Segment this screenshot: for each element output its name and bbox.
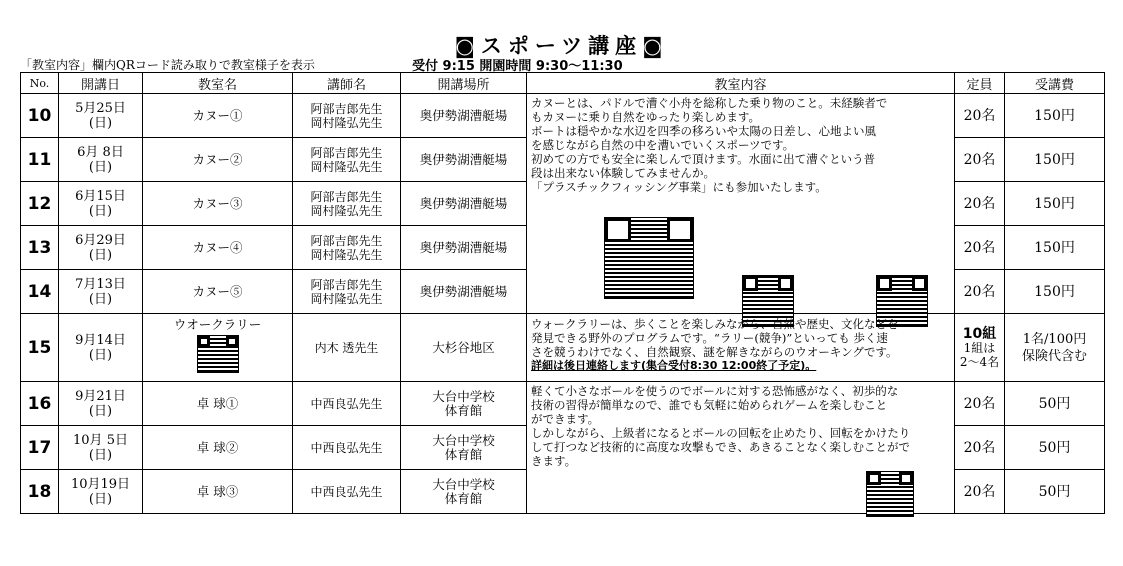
row-class-name: [143, 314, 293, 382]
row-fee: 150円: [1005, 138, 1105, 182]
row-no: 18: [21, 470, 59, 514]
row-place: 奥伊勢湖漕艇場: [401, 226, 527, 270]
teacher-1: 阿部吉郎先生: [310, 277, 383, 292]
desc-line: 「プラスチックフィッシング事業」にも参加いたします。: [531, 180, 827, 194]
teacher-2: 岡村隆弘先生: [310, 159, 383, 174]
teacher-2: 岡村隆弘先生: [310, 247, 383, 262]
row-class-name: カヌー③: [143, 182, 293, 226]
col-teacher: 講師名: [293, 73, 401, 94]
row-capacity: [955, 314, 1005, 382]
row-date: [59, 270, 143, 314]
table-row: [21, 314, 1105, 382]
place-1: 大台中学校: [432, 476, 495, 492]
teacher-1: 阿部吉郎先生: [310, 233, 383, 248]
row-no: 11: [21, 138, 59, 182]
row-capacity: 20名: [955, 470, 1005, 514]
row-place: [401, 382, 527, 426]
pingpong-description: [527, 382, 955, 514]
qr-code-icon[interactable]: [198, 336, 238, 375]
row-capacity: 20名: [955, 94, 1005, 138]
row-teacher: [293, 182, 401, 226]
row-teacher: 中西良弘先生: [293, 470, 401, 514]
place-2: 体育館: [444, 402, 483, 418]
desc-line: 軽くて小さなボールを使うのでボールに対する恐怖感がなく、初歩的な: [531, 384, 899, 398]
row-teacher: [293, 226, 401, 270]
date-day: 9月14日: [75, 332, 126, 348]
row-fee: 150円: [1005, 94, 1105, 138]
row-teacher: 内木 透先生: [293, 314, 401, 382]
desc-line: さを競うわけでなく、自然観察、謎を解きながらのウオーキングです。: [531, 345, 898, 359]
canoe-description: [527, 94, 955, 314]
col-place: 開講場所: [401, 73, 527, 94]
row-class-name: カヌー①: [143, 94, 293, 138]
desc-note: 詳細は後日連絡します(集合受付8:30 12:00終了予定)。: [531, 359, 817, 372]
place-1: 大台中学校: [432, 432, 495, 448]
row-place: 奥伊勢湖漕艇場: [401, 94, 527, 138]
teacher-2: 岡村隆弘先生: [310, 115, 383, 130]
date-day: 7月13日: [75, 276, 126, 292]
teacher-1: 阿部吉郎先生: [310, 101, 383, 116]
row-class-name: 卓 球①: [143, 382, 293, 426]
date-day: 6月 8日: [77, 144, 124, 160]
table-row: [21, 94, 1105, 138]
date-day: 6月15日: [75, 188, 126, 204]
qr-code-icon[interactable]: [867, 472, 913, 519]
row-class-name: カヌー④: [143, 226, 293, 270]
row-fee: [1005, 314, 1105, 382]
row-date: [59, 470, 143, 514]
desc-line: 発見できる野外のプログラムです。“ラリー(競争)”といっても 歩く速: [531, 331, 888, 345]
date-day: 6月29日: [75, 232, 126, 248]
place-1: 大台中学校: [432, 388, 495, 404]
capacity-detail: 1組は: [963, 340, 996, 355]
desc-line: もカヌーに乗り自然をゆったり楽しめます。: [531, 110, 760, 124]
fee-main: 1名/100円: [1022, 331, 1087, 347]
teacher-1: 阿部吉郎先生: [310, 189, 383, 204]
row-no: 17: [21, 426, 59, 470]
row-date: [59, 382, 143, 426]
header-row: [21, 73, 1105, 94]
teacher-2: 岡村隆弘先生: [310, 291, 383, 306]
desc-line: ボートは穏やかな水辺を四季の移ろいや太陽の日差し、心地よい風: [531, 124, 876, 138]
row-no: 15: [21, 314, 59, 382]
row-place: [401, 470, 527, 514]
row-date: [59, 426, 143, 470]
desc-line: して打つなど技術的に高度な攻撃もでき、あきることなく楽しむことがで: [531, 440, 911, 454]
desc-line: ができます。: [531, 412, 600, 426]
date-weekday: (日): [88, 291, 113, 307]
date-day: 9月21日: [75, 388, 126, 404]
row-place: 大杉谷地区: [401, 314, 527, 382]
date-day: 10月 5日: [73, 432, 128, 448]
row-fee: 150円: [1005, 270, 1105, 314]
col-fee: 受講費: [1005, 73, 1105, 94]
row-capacity: 20名: [955, 226, 1005, 270]
row-place: 奥伊勢湖漕艇場: [401, 270, 527, 314]
desc-line: カヌーとは、パドルで漕ぐ小舟を総称した乗り物のこと。未経験者で: [531, 96, 888, 110]
qr-code-icon[interactable]: [605, 218, 693, 301]
course-table: [20, 72, 1105, 514]
row-teacher: [293, 94, 401, 138]
reception-time: 受付 9:15 開園時間 9:30〜11:30: [412, 59, 623, 74]
row-place: 奥伊勢湖漕艇場: [401, 182, 527, 226]
row-teacher: 中西良弘先生: [293, 426, 401, 470]
row-no: 10: [21, 94, 59, 138]
date-weekday: (日): [88, 447, 113, 463]
row-capacity: 20名: [955, 382, 1005, 426]
date-weekday: (日): [88, 159, 113, 175]
date-weekday: (日): [88, 247, 113, 263]
row-fee: 50円: [1005, 426, 1105, 470]
date-weekday: (日): [88, 203, 113, 219]
row-capacity: 20名: [955, 270, 1005, 314]
desc-line: きます。: [531, 454, 577, 468]
date-weekday: (日): [88, 347, 113, 363]
place-2: 体育館: [444, 490, 483, 506]
col-content: 教室内容: [527, 73, 955, 94]
row-class-name: 卓 球②: [143, 426, 293, 470]
desc-line: 段は出来ない体験してみませんか。: [531, 166, 715, 180]
col-date: 開講日: [59, 73, 143, 94]
row-fee: 50円: [1005, 382, 1105, 426]
row-class-name: カヌー⑤: [143, 270, 293, 314]
desc-line: しかしながら、上級者になるとボールの回転を止めたり、回転をかけたり: [531, 426, 911, 440]
row-no: 16: [21, 382, 59, 426]
desc-line: を感じながら自然の中を漕いでいくスポーツです。: [531, 138, 795, 152]
capacity-detail: 2〜4名: [959, 354, 1000, 369]
walk-description: [527, 314, 955, 382]
row-date: [59, 314, 143, 382]
row-capacity: 20名: [955, 426, 1005, 470]
desc-line: ウォークラリーは、歩くことを楽しみながら、自然や歴史、文化などを: [531, 317, 899, 331]
row-no: 12: [21, 182, 59, 226]
class-name-label: ウオークラリー: [173, 317, 262, 332]
desc-line: 技術の習得が簡単なので、誰でも気軽に始められゲームを楽しむこと: [531, 398, 888, 412]
place-2: 体育館: [444, 446, 483, 462]
date-weekday: (日): [88, 491, 113, 507]
row-capacity: 20名: [955, 138, 1005, 182]
teacher-1: 阿部吉郎先生: [310, 145, 383, 160]
row-date: [59, 138, 143, 182]
row-teacher: [293, 270, 401, 314]
row-place: [401, 426, 527, 470]
row-teacher: [293, 138, 401, 182]
row-class-name: カヌー②: [143, 138, 293, 182]
col-class-name: 教室名: [143, 73, 293, 94]
row-date: [59, 94, 143, 138]
row-no: 13: [21, 226, 59, 270]
row-class-name: 卓 球③: [143, 470, 293, 514]
row-date: [59, 226, 143, 270]
teacher-2: 岡村隆弘先生: [310, 203, 383, 218]
qr-note: 「教室内容」欄内QRコード読み取りで教室様子を表示: [20, 58, 315, 72]
col-no: No.: [21, 73, 59, 94]
row-place: 奥伊勢湖漕艇場: [401, 138, 527, 182]
row-capacity: 20名: [955, 182, 1005, 226]
date-weekday: (日): [88, 115, 113, 131]
date-weekday: (日): [88, 403, 113, 419]
row-fee: 50円: [1005, 470, 1105, 514]
page-title: ◙スポーツ講座◙: [454, 34, 669, 58]
col-capacity: 定員: [955, 73, 1005, 94]
date-day: 5月25日: [75, 100, 126, 116]
row-fee: 150円: [1005, 226, 1105, 270]
row-no: 14: [21, 270, 59, 314]
row-teacher: 中西良弘先生: [293, 382, 401, 426]
row-fee: 150円: [1005, 182, 1105, 226]
table-row: [21, 382, 1105, 426]
row-date: [59, 182, 143, 226]
fee-note: 保険代含む: [1021, 348, 1087, 364]
desc-line: 初めての方でも安全に楽しんで頂けます。水面に出て漕ぐという普: [531, 152, 876, 166]
date-day: 10月19日: [70, 476, 131, 492]
capacity-main: 10組: [962, 325, 997, 342]
